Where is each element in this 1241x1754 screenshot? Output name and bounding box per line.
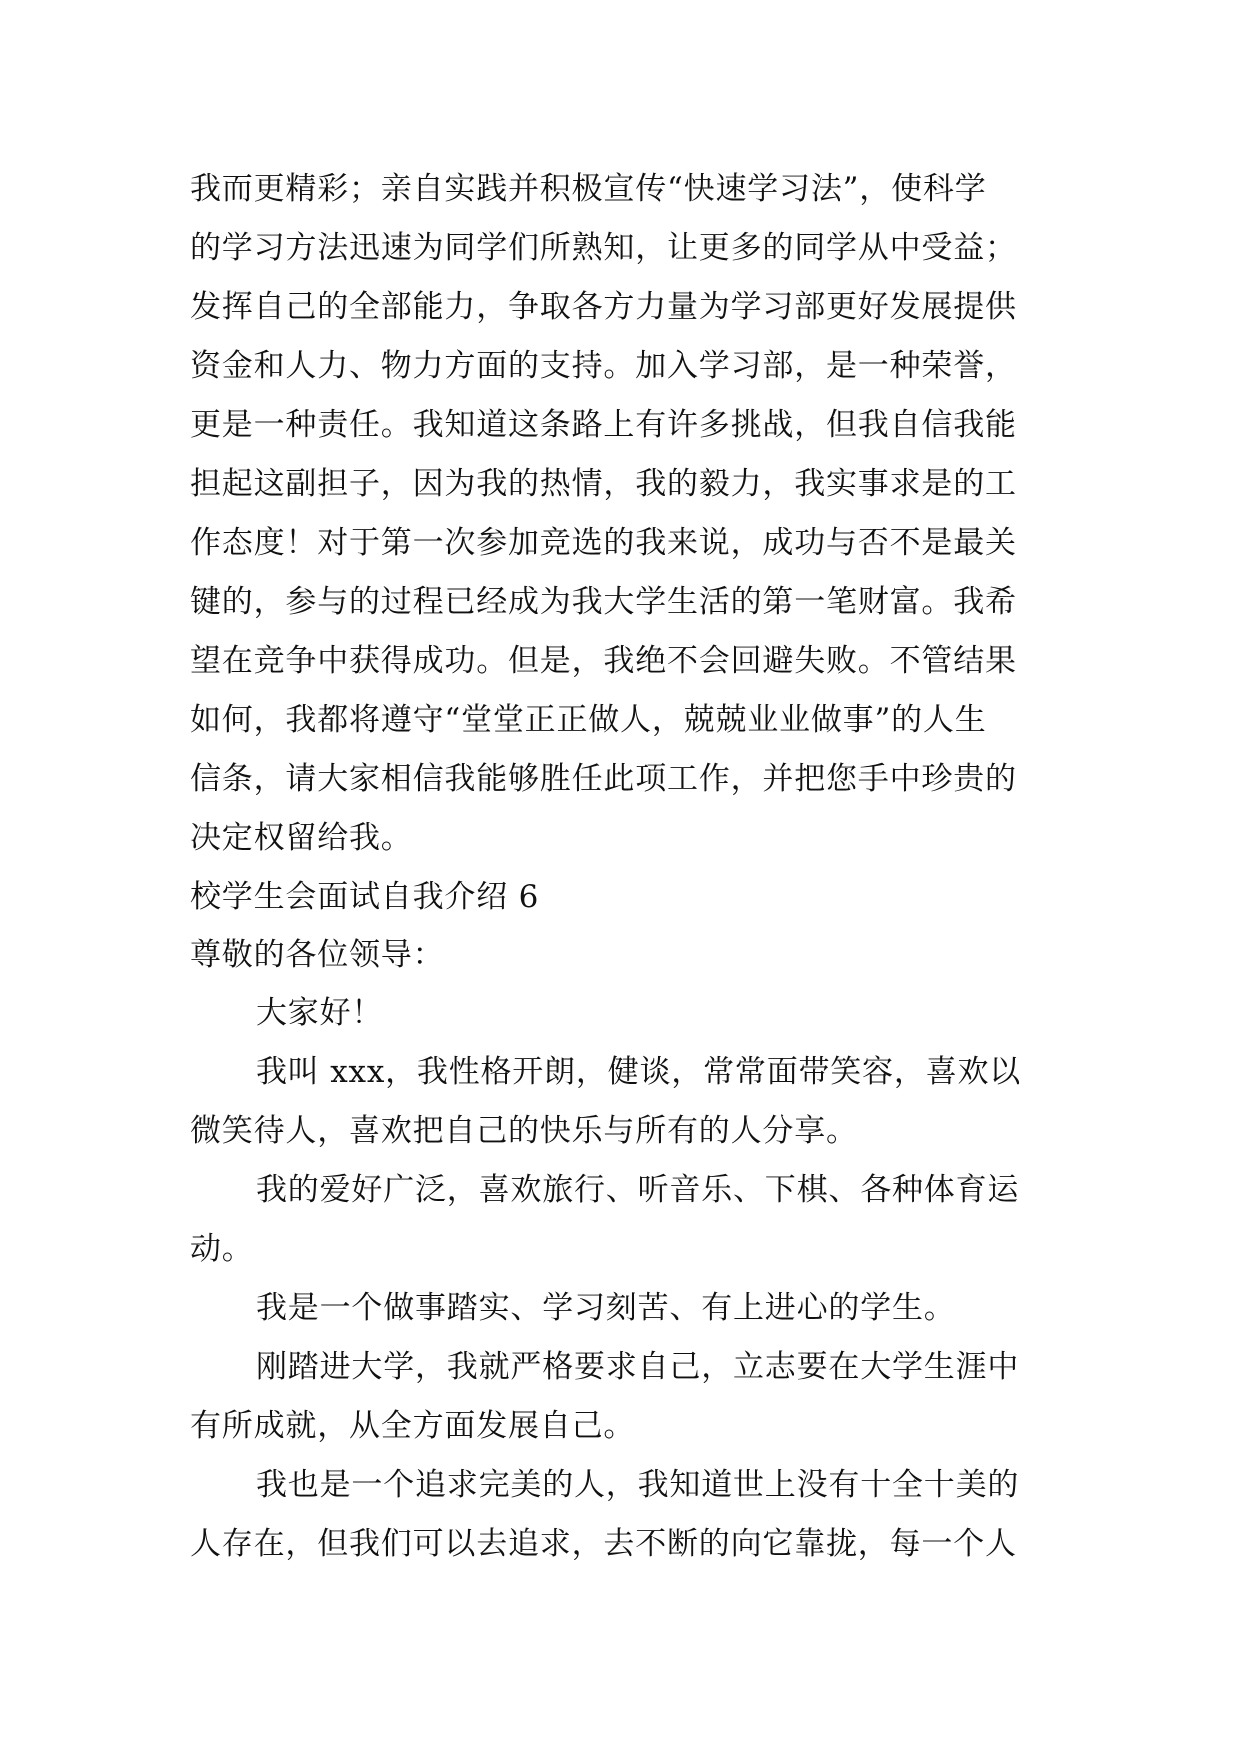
paragraph-line: 刚踏进大学，我就严格要求自己，立志要在大学生涯中	[256, 1349, 1020, 1385]
paragraph-line: 我也是一个追求完美的人，我知道世上没有十全十美的	[256, 1467, 1020, 1503]
paragraph-line: 我是一个做事踏实、学习刻苦、有上进心的学生。	[256, 1290, 956, 1326]
paragraph-line: 决定权留给我。	[190, 820, 413, 856]
paragraph-line: 我而更精彩；亲自实践并积极宣传“快速学习法”，使科学	[190, 171, 987, 207]
paragraph-hobbies	[190, 1161, 1060, 1279]
greeting: 大家好！	[256, 995, 384, 1031]
paragraph-line: 微笑待人，喜欢把自己的快乐与所有的人分享。	[190, 1113, 858, 1149]
document-body	[190, 160, 1060, 1574]
paragraph-line: 担起这副担子，因为我的热情，我的毅力，我实事求是的工	[190, 466, 1017, 502]
paragraph-line: 如何，我都将遵守“堂堂正正做人，兢兢业业做事”的人生	[190, 702, 987, 738]
paragraph-character	[190, 1279, 1060, 1338]
paragraph-line: 望在竞争中获得成功。但是，我绝不会回避失败。不管结果	[190, 643, 1017, 679]
paragraph-line: 信条，请大家相信我能够胜任此项工作，并把您手中珍贵的	[190, 761, 1017, 797]
paragraph-line: 的学习方法迅速为同学们所熟知，让更多的同学从中受益；	[190, 230, 1017, 266]
paragraph-self-introduction	[190, 1043, 1060, 1161]
paragraph-line: 人存在，但我们可以去追求，去不断的向它靠拢，每一个人	[190, 1526, 1017, 1562]
salutation: 尊敬的各位领导：	[190, 937, 445, 973]
paragraph-line: 资金和人力、物力方面的支持。加入学习部，是一种荣誉，	[190, 348, 1017, 384]
paragraph-university-goals	[190, 1338, 1060, 1456]
paragraph-line: 更是一种责任。我知道这条路上有许多挑战，但我自信我能	[190, 407, 1017, 443]
paragraph-line: 我叫 xxx，我性格开朗，健谈，常常面带笑容，喜欢以	[256, 1054, 1022, 1090]
paragraph-line: 作态度！对于第一次参加竞选的我来说，成功与否不是最关	[190, 525, 1017, 561]
paragraph-line: 键的，参与的过程已经成为我大学生活的第一笔财富。我希	[190, 584, 1017, 620]
paragraph-line: 有所成就，从全方面发展自己。	[190, 1408, 636, 1444]
paragraph-line: 我的爱好广泛，喜欢旅行、听音乐、下棋、各种体育运	[256, 1172, 1020, 1208]
paragraph-line: 发挥自己的全部能力，争取各方力量为学习部更好发展提供	[190, 289, 1017, 325]
paragraph-perfection	[190, 1456, 1060, 1574]
section-title: 校学生会面试自我介绍 6	[190, 879, 540, 915]
paragraph-line: 动。	[190, 1231, 254, 1267]
continued-paragraph	[190, 160, 1060, 868]
